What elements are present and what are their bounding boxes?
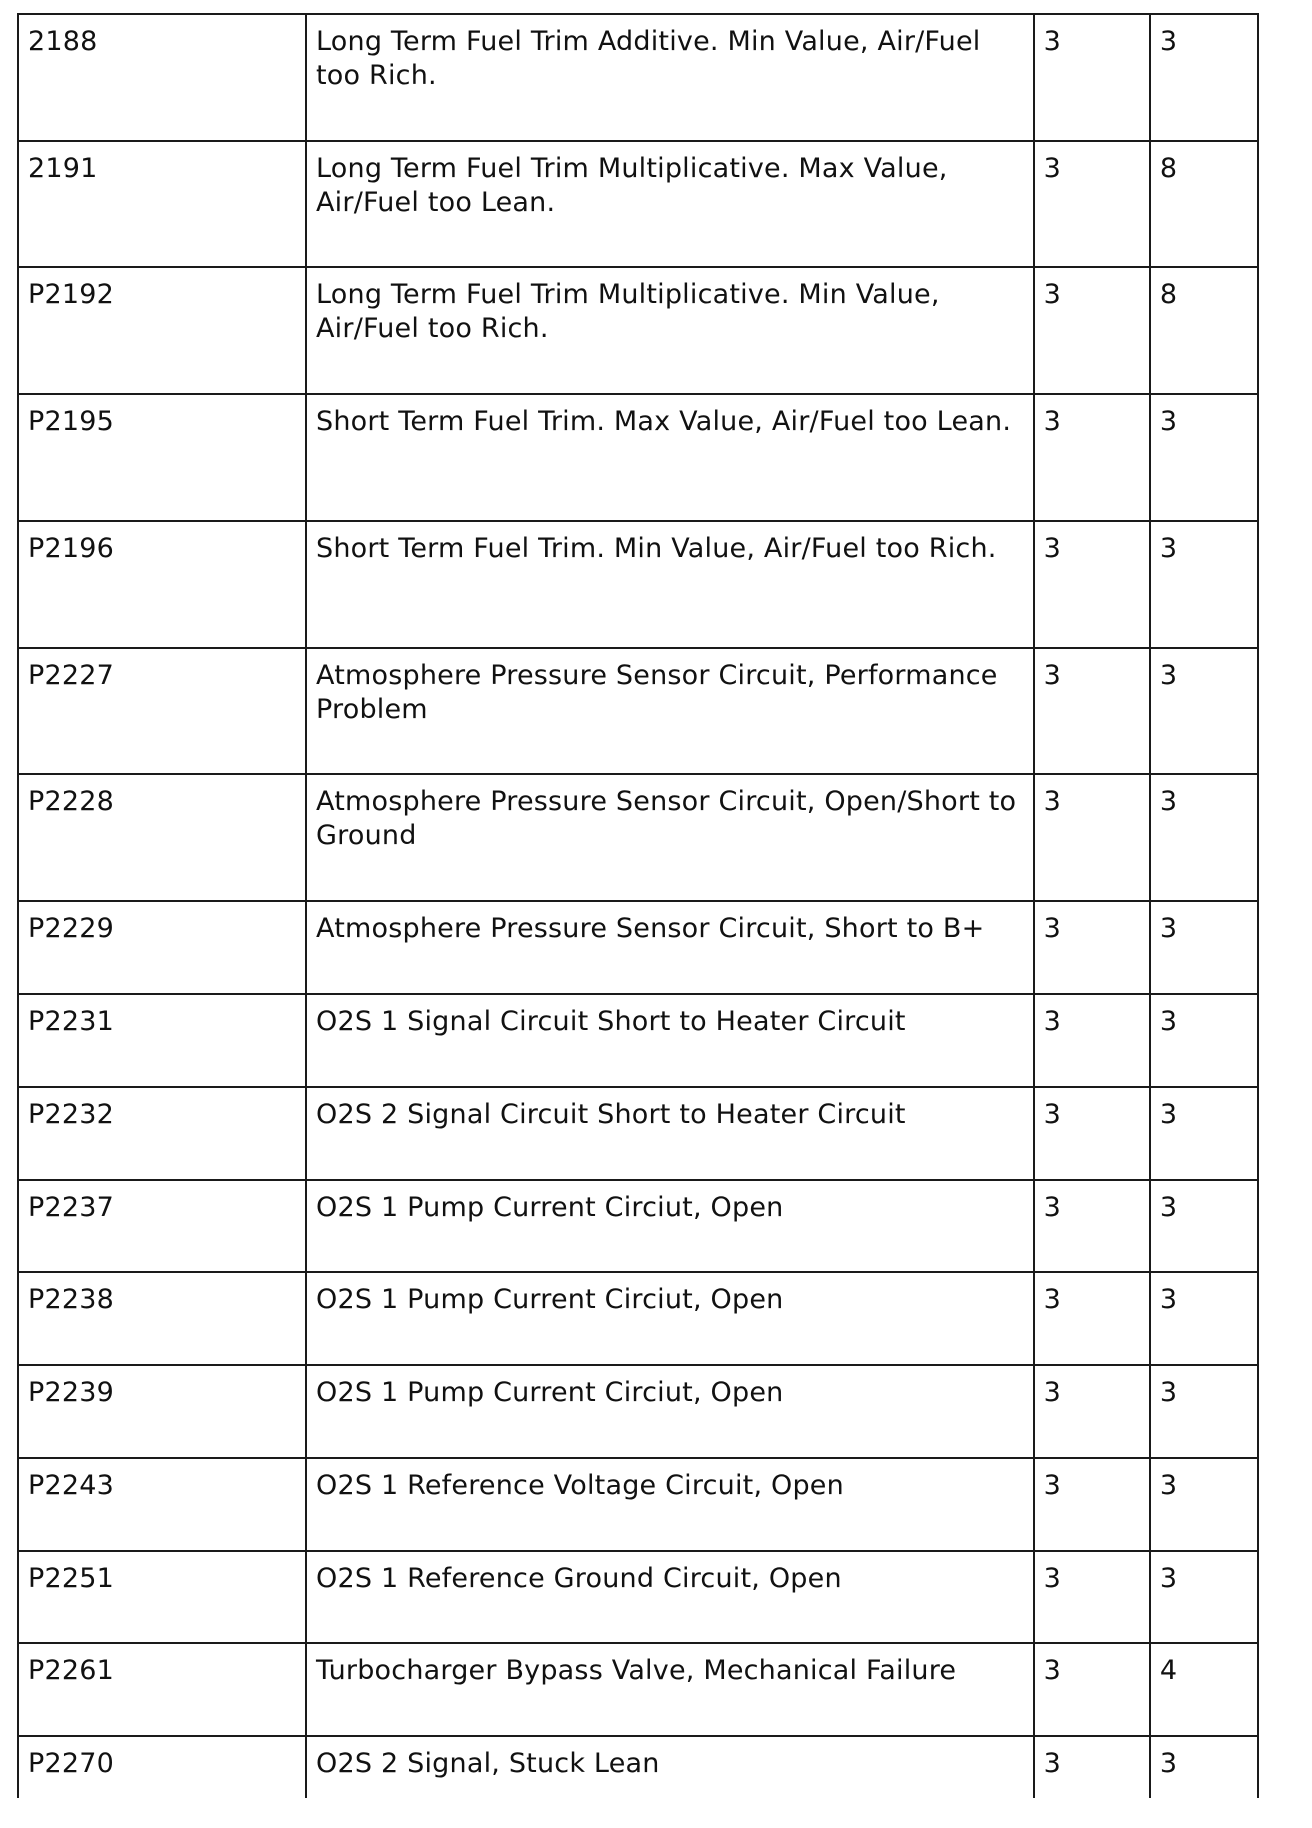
dtc-value-cell: 3 [1034, 1736, 1150, 1798]
dtc-value-cell: 3 [1150, 394, 1258, 521]
dtc-value-cell: 3 [1034, 1180, 1150, 1272]
dtc-description-cell: O2S 2 Signal, Stuck Lean [306, 1736, 1034, 1798]
dtc-value-cell: 3 [1034, 267, 1150, 394]
dtc-code-cell: P2238 [18, 1272, 306, 1365]
dtc-value-cell: 3 [1150, 521, 1258, 648]
table-row [18, 1736, 1258, 1798]
dtc-description-cell: O2S 1 Pump Current Circiut, Open [306, 1272, 1034, 1365]
table-row [18, 267, 1258, 394]
dtc-code-cell: P2229 [18, 901, 306, 994]
dtc-value-cell: 3 [1150, 901, 1258, 994]
dtc-description-cell: O2S 1 Pump Current Circiut, Open [306, 1180, 1034, 1272]
dtc-table [17, 13, 1259, 1798]
dtc-table-body [18, 14, 1258, 1798]
dtc-description-cell: Long Term Fuel Trim Additive. Min Value, Air/Fuel too Rich. [306, 14, 1034, 141]
dtc-description-cell: Short Term Fuel Trim. Min Value, Air/Fuel too Rich. [306, 521, 1034, 648]
table-row [18, 1365, 1258, 1458]
dtc-value-cell: 3 [1034, 1365, 1150, 1458]
dtc-value-cell: 3 [1150, 774, 1258, 901]
dtc-value-cell: 3 [1150, 1736, 1258, 1798]
dtc-description-cell: O2S 1 Reference Voltage Circuit, Open [306, 1458, 1034, 1551]
dtc-value-cell: 3 [1034, 141, 1150, 267]
dtc-value-cell: 3 [1034, 774, 1150, 901]
dtc-description-cell: O2S 2 Signal Circuit Short to Heater Circuit [306, 1087, 1034, 1180]
dtc-code-cell: P2227 [18, 648, 306, 774]
table-row [18, 141, 1258, 267]
dtc-description-cell: Long Term Fuel Trim Multiplicative. Min Value, Air/Fuel too Rich. [306, 267, 1034, 394]
dtc-value-cell: 3 [1150, 14, 1258, 141]
dtc-code-cell: P2270 [18, 1736, 306, 1798]
dtc-value-cell: 3 [1150, 1272, 1258, 1365]
dtc-value-cell: 8 [1150, 267, 1258, 394]
dtc-value-cell: 3 [1150, 1365, 1258, 1458]
dtc-code-cell: P2196 [18, 521, 306, 648]
dtc-value-cell: 3 [1034, 14, 1150, 141]
dtc-description-cell: Short Term Fuel Trim. Max Value, Air/Fuel too Lean. [306, 394, 1034, 521]
dtc-code-cell: 2191 [18, 141, 306, 267]
table-row [18, 1643, 1258, 1736]
dtc-code-cell: P2231 [18, 994, 306, 1087]
table-row [18, 1551, 1258, 1643]
dtc-value-cell: 3 [1034, 1087, 1150, 1180]
dtc-value-cell: 3 [1150, 1087, 1258, 1180]
dtc-value-cell: 3 [1034, 994, 1150, 1087]
dtc-code-cell: P2232 [18, 1087, 306, 1180]
table-row [18, 648, 1258, 774]
dtc-value-cell: 3 [1034, 1272, 1150, 1365]
table-row [18, 901, 1258, 994]
dtc-code-cell: P2243 [18, 1458, 306, 1551]
dtc-value-cell: 8 [1150, 141, 1258, 267]
table-row [18, 1180, 1258, 1272]
dtc-description-cell: Atmosphere Pressure Sensor Circuit, Performance Problem [306, 648, 1034, 774]
dtc-code-cell: P2261 [18, 1643, 306, 1736]
table-row [18, 1458, 1258, 1551]
table-row [18, 521, 1258, 648]
dtc-value-cell: 3 [1034, 394, 1150, 521]
table-row [18, 14, 1258, 141]
table-row [18, 1272, 1258, 1365]
table-row [18, 1087, 1258, 1180]
dtc-description-cell: O2S 1 Reference Ground Circuit, Open [306, 1551, 1034, 1643]
dtc-code-cell: P2237 [18, 1180, 306, 1272]
dtc-description-cell: Atmosphere Pressure Sensor Circuit, Open/Short to Ground [306, 774, 1034, 901]
dtc-value-cell: 3 [1150, 1458, 1258, 1551]
dtc-value-cell: 3 [1034, 648, 1150, 774]
dtc-value-cell: 3 [1034, 901, 1150, 994]
table-row [18, 394, 1258, 521]
table-row [18, 994, 1258, 1087]
dtc-code-cell: P2195 [18, 394, 306, 521]
dtc-value-cell: 3 [1150, 648, 1258, 774]
dtc-code-cell: P2228 [18, 774, 306, 901]
table-row [18, 774, 1258, 901]
dtc-value-cell: 3 [1150, 994, 1258, 1087]
dtc-code-cell: P2251 [18, 1551, 306, 1643]
dtc-code-cell: P2239 [18, 1365, 306, 1458]
dtc-description-cell: Turbocharger Bypass Valve, Mechanical Failure [306, 1643, 1034, 1736]
dtc-value-cell: 3 [1034, 1458, 1150, 1551]
dtc-value-cell: 3 [1034, 521, 1150, 648]
dtc-value-cell: 3 [1150, 1180, 1258, 1272]
dtc-description-cell: O2S 1 Pump Current Circiut, Open [306, 1365, 1034, 1458]
dtc-value-cell: 3 [1150, 1551, 1258, 1643]
dtc-value-cell: 3 [1034, 1643, 1150, 1736]
dtc-code-cell: P2192 [18, 267, 306, 394]
dtc-value-cell: 4 [1150, 1643, 1258, 1736]
dtc-value-cell: 3 [1034, 1551, 1150, 1643]
dtc-description-cell: O2S 1 Signal Circuit Short to Heater Circuit [306, 994, 1034, 1087]
dtc-description-cell: Atmosphere Pressure Sensor Circuit, Short to B+ [306, 901, 1034, 994]
dtc-code-cell: 2188 [18, 14, 306, 141]
dtc-description-cell: Long Term Fuel Trim Multiplicative. Max Value, Air/Fuel too Lean. [306, 141, 1034, 267]
